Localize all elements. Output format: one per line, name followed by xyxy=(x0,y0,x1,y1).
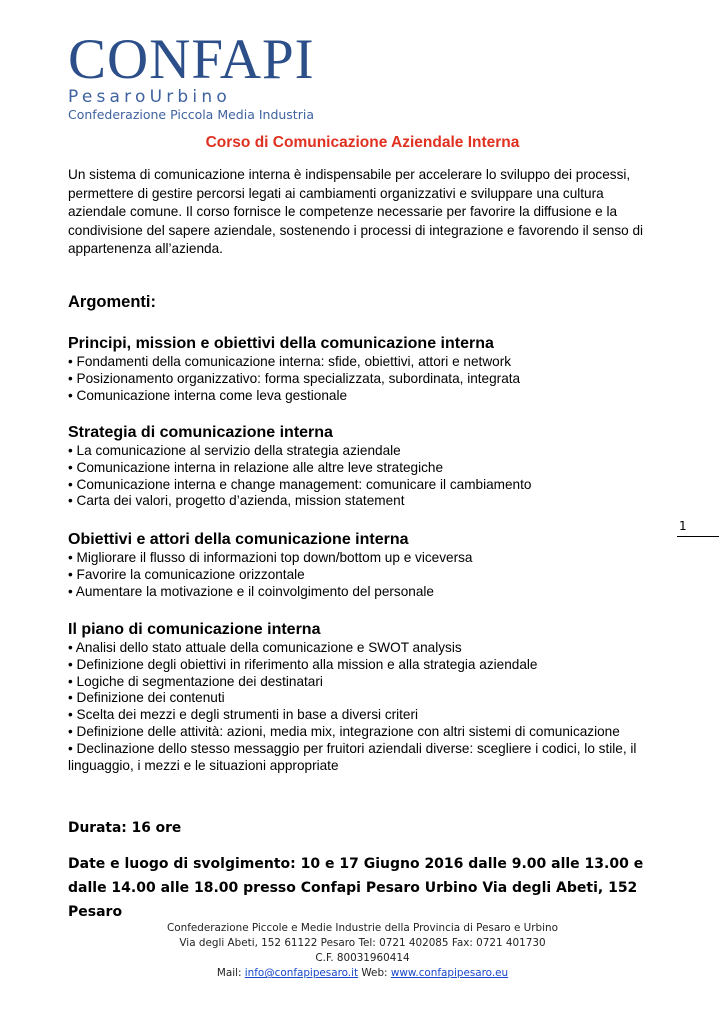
intro-paragraph: Un sistema di comunicazione interna è indispensabile per accelerare lo sviluppo dei processi, permettere di gestire percorsi legati ai cambiamenti organizzativi e sviluppare una cultura aziendale comune. Il corso fornisce le competenze necessarie per favorire la diffusione e la condivisione del sapere aziendale, sostenendo i processi di integrazione e favorendo il senso di appartenenza all’azienda. xyxy=(68,167,644,256)
list-item: • Scelta dei mezzi e degli strumenti in base a diversi criteri xyxy=(68,707,658,724)
section-heading: Il piano di comunicazione interna xyxy=(68,621,321,638)
section-piano xyxy=(68,620,658,774)
section-list xyxy=(68,354,658,404)
footer-line-tax-code: C.F. 80031960414 xyxy=(315,952,410,964)
list-item: • Migliorare il flusso di informazioni top down/bottom up e viceversa xyxy=(68,550,658,567)
mail-label: Mail: xyxy=(216,967,242,979)
list-item: • Analisi dello stato attuale della comunicazione e SWOT analysis xyxy=(68,640,658,657)
section-heading: Strategia di comunicazione interna xyxy=(68,424,333,441)
section-strategia xyxy=(68,423,658,510)
section-list xyxy=(68,550,658,600)
section-obiettivi xyxy=(68,530,658,600)
course-title: Corso di Comunicazione Aziendale Interna xyxy=(205,134,520,151)
web-label: Web: xyxy=(361,967,388,979)
dates-and-location: Date e luogo di svolgimento: 10 e 17 Giugno 2016 dalle 9.00 alle 13.00 e dalle 14.00 alle 18.00 presso Confapi Pesaro Urbino Via degli Abeti, 152 Pesaro xyxy=(68,856,644,920)
footer-line-org: Confederazione Piccole e Medie Industrie della Provincia di Pesaro e Urbino xyxy=(167,922,558,934)
list-item: • Definizione dei contenuti xyxy=(68,690,658,707)
list-item: • Declinazione dello stesso messaggio per fruitori aziendali diverse: scegliere i codici, lo stile, il linguaggio, i mezzi e le situazioni appropriate xyxy=(68,741,658,775)
confapi-logo xyxy=(68,28,315,123)
footer-line-contacts xyxy=(0,966,725,981)
section-principi xyxy=(68,334,658,404)
footer xyxy=(0,921,725,981)
list-item: • Comunicazione interna e change management: comunicare il cambiamento xyxy=(68,477,658,494)
section-heading: Obiettivi e attori della comunicazione interna xyxy=(68,531,409,548)
list-item: • Carta dei valori, progetto d’azienda, mission statement xyxy=(68,493,658,510)
page-number: 1 xyxy=(679,519,687,533)
list-item: • Aumentare la motivazione e il coinvolgimento del personale xyxy=(68,584,658,601)
list-item: • Comunicazione interna in relazione alle altre leve strategiche xyxy=(68,460,658,477)
list-item: • Fondamenti della comunicazione interna: sfide, obiettivi, attori e network xyxy=(68,354,658,371)
section-heading: Principi, mission e obiettivi della comunicazione interna xyxy=(68,335,494,352)
course-duration: Durata: 16 ore xyxy=(68,820,182,836)
email-link[interactable]: info@confapipesaro.it xyxy=(244,967,359,979)
list-item: • Definizione delle attività: azioni, media mix, integrazione con altri sistemi di comunicazione xyxy=(68,724,658,741)
list-item: • La comunicazione al servizio della strategia aziendale xyxy=(68,443,658,460)
section-list xyxy=(68,640,658,774)
list-item: • Favorire la comunicazione orizzontale xyxy=(68,567,658,584)
page-number-rule xyxy=(677,536,719,537)
topics-heading: Argomenti: xyxy=(68,293,156,311)
list-item: • Comunicazione interna come leva gestionale xyxy=(68,388,658,405)
logo-location: PesaroUrbino xyxy=(68,87,231,107)
section-list xyxy=(68,443,658,510)
logo-wordmark: CONFAPI xyxy=(68,28,315,91)
list-item: • Definizione degli obiettivi in riferimento alla mission e alla strategia aziendale xyxy=(68,657,658,674)
footer-line-address: Via degli Abeti, 152 61122 Pesaro Tel: 0721 402085 Fax: 0721 401730 xyxy=(179,937,546,949)
list-item: • Posizionamento organizzativo: forma specializzata, subordinata, integrata xyxy=(68,371,658,388)
website-link[interactable]: www.confapipesaro.eu xyxy=(390,967,509,979)
list-item: • Logiche di segmentazione dei destinatari xyxy=(68,674,658,691)
logo-tagline: Confederazione Piccola Media Industria xyxy=(68,107,314,122)
